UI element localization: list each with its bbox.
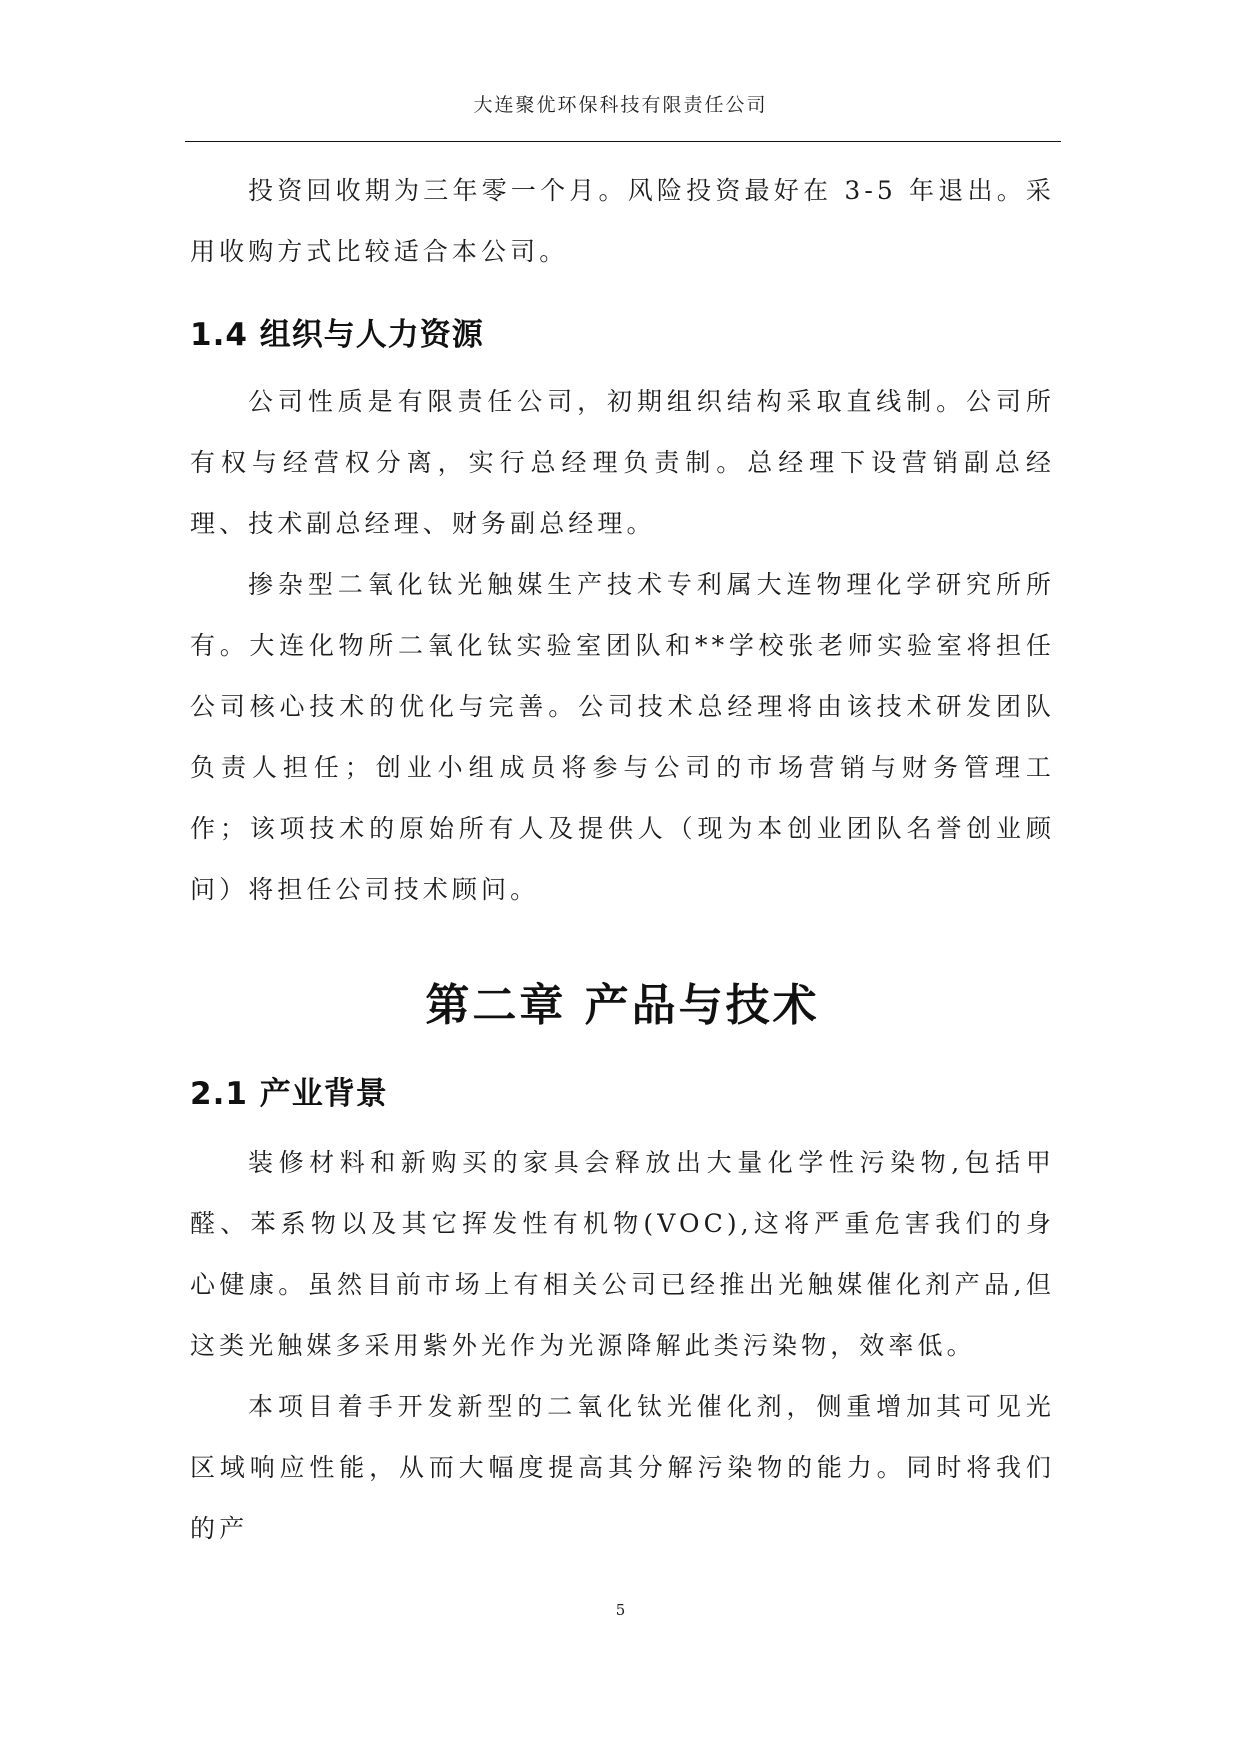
section-1-4-paragraph-1: 公司性质是有限责任公司，初期组织结构采取直线制。公司所有权与经营权分离，实行总经理负责制。总经理下设营销副总经理、技术副总经理、财务副总经理。 [190, 387, 1055, 538]
page-number: 5 [615, 1601, 626, 1619]
chapter-title: 第二章 产品与技术 [425, 980, 820, 1031]
section-2-1-paragraph-1: 装修材料和新购买的家具会释放出大量化学性污染物,包括甲醛、苯系物以及其它挥发性有机物(VOC),这将严重危害我们的身心健康。虽然目前市场上有相关公司已经推出光触媒催化剂产品,但这类光触媒多采用紫外光作为光源降解此类污染物，效率低。 [190, 1148, 1055, 1360]
header-divider [185, 141, 1061, 142]
intro-paragraph: 投资回收期为三年零一个月。风险投资最好在 3-5 年退出。采用收购方式比较适合本公司。 [190, 176, 1055, 266]
section-heading-2-1: 2.1 产业背景 [190, 1076, 388, 1112]
page-content [190, 160, 1055, 1559]
section-heading-1-4: 1.4 组织与人力资源 [190, 317, 484, 353]
running-header: 大连聚优环保科技有限责任公司 [473, 94, 768, 116]
section-2-1-paragraph-2: 本项目着手开发新型的二氧化钛光催化剂，侧重增加其可见光区域响应性能，从而大幅度提高其分解污染物的能力。同时将我们的产 [190, 1392, 1055, 1543]
section-1-4-paragraph-2: 掺杂型二氧化钛光触媒生产技术专利属大连物理化学研究所所有。大连化物所二氧化钛实验室团队和**学校张老师实验室将担任公司核心技术的优化与完善。公司技术总经理将由该技术研发团队负责人担任；创业小组成员将参与公司的市场营销与财务管理工作；该项技术的原始所有人及提供人（现为本创业团队名誉创业顾问）将担任公司技术顾问。 [190, 570, 1055, 904]
